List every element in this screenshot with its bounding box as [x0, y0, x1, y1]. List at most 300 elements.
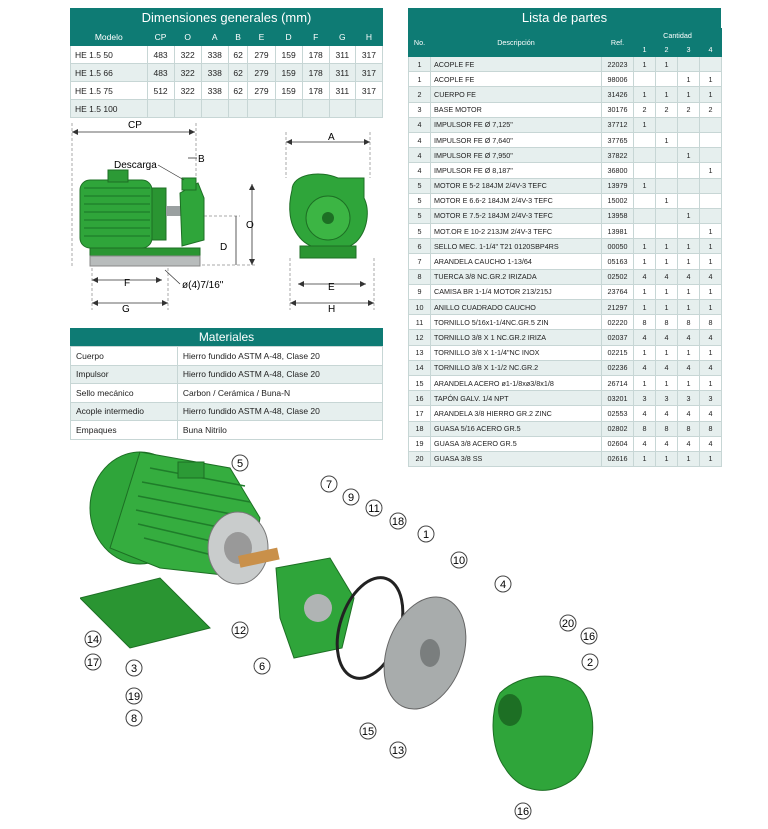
- dim-header-cell: G: [329, 29, 355, 46]
- qty-2: [656, 208, 678, 223]
- qty-4: [700, 148, 722, 163]
- qty-3: [678, 163, 700, 178]
- dim-header-cell: O: [174, 29, 201, 46]
- qty-1: 1: [634, 57, 656, 72]
- table-row: [409, 72, 722, 87]
- col-desc-header: Descripción: [431, 29, 602, 57]
- qty-1: 1: [634, 87, 656, 102]
- dim-cell: 311: [329, 82, 355, 100]
- callout-17: 17: [86, 657, 100, 669]
- qty-4: 8: [700, 315, 722, 330]
- qty-3: 4: [678, 406, 700, 421]
- dim-cell: 317: [355, 46, 382, 64]
- table-row: [409, 406, 722, 421]
- dim-cell: 178: [302, 82, 329, 100]
- part-ref: 22023: [602, 57, 634, 72]
- part-ref: 98006: [602, 72, 634, 87]
- qty-col-header: 2: [656, 43, 678, 57]
- qty-1: 1: [634, 375, 656, 390]
- dim-header-cell: A: [201, 29, 228, 46]
- part-ref: 15002: [602, 193, 634, 208]
- qty-4: 4: [700, 436, 722, 451]
- dim-cell: 62: [228, 46, 248, 64]
- qty-4: 1: [700, 72, 722, 87]
- table-row: [71, 421, 383, 440]
- part-ref: 21297: [602, 300, 634, 315]
- qty-2: 3: [656, 391, 678, 406]
- table-row: [71, 365, 383, 384]
- part-ref: 02236: [602, 360, 634, 375]
- callout-4: 4: [499, 579, 507, 591]
- dim-cell: [248, 100, 275, 118]
- qty-1: [634, 193, 656, 208]
- qty-3: 1: [678, 254, 700, 269]
- table-row: [71, 347, 383, 366]
- material-part: Acople intermedio: [71, 402, 178, 421]
- qty-3: 1: [678, 72, 700, 87]
- qty-3: 1: [678, 284, 700, 299]
- qty-2: 1: [656, 284, 678, 299]
- table-row: [71, 402, 383, 421]
- dim-cell: 483: [147, 64, 174, 82]
- part-ref: 23764: [602, 284, 634, 299]
- qty-2: 4: [656, 269, 678, 284]
- part-ref: 05163: [602, 254, 634, 269]
- part-no: 16: [409, 391, 431, 406]
- part-no: 10: [409, 300, 431, 315]
- part-no: 4: [409, 117, 431, 132]
- qty-2: 1: [656, 300, 678, 315]
- qty-3: 1: [678, 87, 700, 102]
- qty-3: [678, 57, 700, 72]
- part-no: 19: [409, 436, 431, 451]
- table-row: [409, 148, 722, 163]
- qty-2: 1: [656, 254, 678, 269]
- qty-4: 3: [700, 391, 722, 406]
- qty-1: 1: [634, 300, 656, 315]
- parts-title: Lista de partes: [408, 8, 721, 28]
- table-row: [409, 117, 722, 132]
- dim-header-cell: H: [355, 29, 382, 46]
- callout-5: 5: [236, 458, 244, 470]
- callout-15: 15: [361, 726, 375, 738]
- qty-2: 1: [656, 375, 678, 390]
- part-ref: 13979: [602, 178, 634, 193]
- part-desc: GUASA 3/8 SS: [431, 451, 602, 466]
- qty-3: 8: [678, 315, 700, 330]
- qty-1: [634, 72, 656, 87]
- part-ref: 13958: [602, 208, 634, 223]
- qty-2: 4: [656, 436, 678, 451]
- part-desc: TUERCA 3/8 NC.GR.2 IRIZADA: [431, 269, 602, 284]
- part-desc: TAPÓN GALV. 1/4 NPT: [431, 391, 602, 406]
- part-ref: 26714: [602, 375, 634, 390]
- model-cell: HE 1.5 100: [71, 100, 148, 118]
- callout-13: 13: [391, 745, 405, 757]
- part-no: 8: [409, 269, 431, 284]
- dim-header-cell: D: [275, 29, 302, 46]
- qty-2: 1: [656, 87, 678, 102]
- callout-20: 20: [561, 618, 575, 630]
- qty-4: 1: [700, 239, 722, 254]
- qty-1: [634, 132, 656, 147]
- dim-cell: 311: [329, 64, 355, 82]
- qty-4: 1: [700, 87, 722, 102]
- part-no: 20: [409, 451, 431, 466]
- qty-col-header: 1: [634, 43, 656, 57]
- dim-header-cell: E: [248, 29, 275, 46]
- dim-cell: [228, 100, 248, 118]
- exploded-view-drawing: [80, 448, 620, 826]
- qty-3: [678, 178, 700, 193]
- dim-cell: 279: [248, 64, 275, 82]
- dim-cell: 338: [201, 46, 228, 64]
- dim-cell: [174, 100, 201, 118]
- qty-2: [656, 224, 678, 239]
- part-desc: TORNILLO 5/16x1-1/4NC.GR.5 ZIN: [431, 315, 602, 330]
- dim-cell: 279: [248, 46, 275, 64]
- qty-1: 8: [634, 315, 656, 330]
- callout-1: 1: [422, 529, 430, 541]
- table-row: [409, 315, 722, 330]
- part-desc: ACOPLE FE: [431, 72, 602, 87]
- dim-b-label: B: [198, 154, 205, 165]
- dim-cell: 279: [248, 82, 275, 100]
- callout-3: 3: [130, 663, 138, 675]
- material-part: Sello mecánico: [71, 384, 178, 403]
- qty-4: 1: [700, 284, 722, 299]
- table-row: [409, 375, 722, 390]
- part-desc: GUASA 3/8 ACERO GR.5: [431, 436, 602, 451]
- qty-1: [634, 163, 656, 178]
- dim-cell: 159: [275, 46, 302, 64]
- qty-3: 4: [678, 436, 700, 451]
- descarga-label: Descarga: [114, 160, 157, 171]
- qty-1: 1: [634, 117, 656, 132]
- dim-f-label: F: [124, 278, 131, 289]
- col-ref-header: Ref.: [602, 29, 634, 57]
- part-ref: 02802: [602, 421, 634, 436]
- table-row: [409, 57, 722, 72]
- part-no: 4: [409, 132, 431, 147]
- dim-d-label: D: [220, 242, 228, 253]
- part-desc: BASE MOTOR: [431, 102, 602, 117]
- qty-4: 4: [700, 330, 722, 345]
- callout-10: 10: [452, 555, 466, 567]
- qty-1: 1: [634, 451, 656, 466]
- part-no: 5: [409, 208, 431, 223]
- part-ref: 02616: [602, 451, 634, 466]
- table-row: [409, 163, 722, 178]
- part-desc: ARANDELA CAUCHO 1-13/64: [431, 254, 602, 269]
- part-ref: 37712: [602, 117, 634, 132]
- part-desc: CUERPO FE: [431, 87, 602, 102]
- dim-cell: [275, 100, 302, 118]
- part-ref: 02604: [602, 436, 634, 451]
- qty-1: 3: [634, 391, 656, 406]
- model-cell: HE 1.5 66: [71, 64, 148, 82]
- part-desc: MOT.OR E 10-2 213JM 2/4V-3 TEFC: [431, 224, 602, 239]
- table-row: [71, 100, 383, 118]
- qty-1: 2: [634, 102, 656, 117]
- table-row: [409, 193, 722, 208]
- callout-16: 16: [582, 631, 596, 643]
- table-row: [409, 345, 722, 360]
- qty-4: 1: [700, 163, 722, 178]
- table-row: [409, 132, 722, 147]
- dim-cell: 322: [174, 46, 201, 64]
- part-no: 1: [409, 57, 431, 72]
- qty-2: [656, 163, 678, 178]
- part-desc: TORNILLO 3/8 X 1 NC.GR.2 IRIZA: [431, 330, 602, 345]
- dimensions-table: [70, 8, 383, 118]
- table-row: [409, 208, 722, 223]
- materials-title: Materiales: [70, 328, 383, 346]
- qty-2: 8: [656, 421, 678, 436]
- qty-4: 4: [700, 406, 722, 421]
- table-row: [71, 46, 383, 64]
- qty-3: [678, 117, 700, 132]
- table-row: [71, 384, 383, 403]
- qty-3: 1: [678, 208, 700, 223]
- qty-2: 4: [656, 330, 678, 345]
- material-spec: Hierro fundido ASTM A-48, Clase 20: [177, 365, 382, 384]
- dimensions-title: Dimensiones generales (mm): [70, 8, 383, 28]
- table-row: [409, 239, 722, 254]
- dim-a-label: A: [328, 132, 335, 143]
- dim-cell: [329, 100, 355, 118]
- qty-4: 2: [700, 102, 722, 117]
- qty-2: 2: [656, 102, 678, 117]
- table-row: [409, 102, 722, 117]
- parts-table: [408, 8, 721, 467]
- dim-cell: 322: [174, 64, 201, 82]
- part-no: 13: [409, 345, 431, 360]
- part-desc: IMPULSOR FE Ø 8,187": [431, 163, 602, 178]
- dim-cell: 512: [147, 82, 174, 100]
- part-ref: 13981: [602, 224, 634, 239]
- dim-cell: [355, 100, 382, 118]
- qty-2: [656, 178, 678, 193]
- dim-g-label: G: [122, 304, 130, 315]
- qty-3: 1: [678, 148, 700, 163]
- material-part: Empaques: [71, 421, 178, 440]
- qty-1: [634, 148, 656, 163]
- dim-cell: 178: [302, 64, 329, 82]
- qty-col-header: 3: [678, 43, 700, 57]
- part-ref: 37822: [602, 148, 634, 163]
- dim-cell: [302, 100, 329, 118]
- qty-1: 4: [634, 406, 656, 421]
- qty-4: 1: [700, 300, 722, 315]
- table-row: [71, 64, 383, 82]
- dim-cell: 178: [302, 46, 329, 64]
- part-desc: IMPULSOR FE Ø 7,125": [431, 117, 602, 132]
- dim-o-label: O: [246, 220, 254, 231]
- qty-3: 1: [678, 300, 700, 315]
- qty-3: 4: [678, 360, 700, 375]
- table-row: [71, 82, 383, 100]
- part-no: 14: [409, 360, 431, 375]
- part-no: 12: [409, 330, 431, 345]
- table-row: [409, 391, 722, 406]
- part-ref: 00050: [602, 239, 634, 254]
- part-no: 18: [409, 421, 431, 436]
- part-desc: SELLO MEC. 1-1/4" T21 0120SBP4RS: [431, 239, 602, 254]
- dim-cell: [201, 100, 228, 118]
- qty-4: 4: [700, 269, 722, 284]
- qty-3: 4: [678, 330, 700, 345]
- callout-14: 14: [86, 634, 100, 646]
- qty-1: 4: [634, 436, 656, 451]
- qty-4: [700, 57, 722, 72]
- dim-cell: 62: [228, 64, 248, 82]
- table-row: [409, 421, 722, 436]
- callout-7: 7: [325, 479, 333, 491]
- part-desc: MOTOR E 7.5-2 184JM 2/4V-3 TEFC: [431, 208, 602, 223]
- qty-1: 1: [634, 178, 656, 193]
- dim-header-cell: CP: [147, 29, 174, 46]
- dim-header-cell: B: [228, 29, 248, 46]
- qty-1: 1: [634, 254, 656, 269]
- qty-3: 8: [678, 421, 700, 436]
- qty-3: [678, 224, 700, 239]
- callout-16-bottom: 16: [516, 806, 530, 818]
- part-ref: 36800: [602, 163, 634, 178]
- part-ref: 02553: [602, 406, 634, 421]
- part-ref: 02215: [602, 345, 634, 360]
- part-desc: MOTOR E 5-2 184JM 2/4V-3 TEFC: [431, 178, 602, 193]
- dim-cell: 483: [147, 46, 174, 64]
- part-no: 2: [409, 87, 431, 102]
- qty-4: [700, 208, 722, 223]
- qty-4: [700, 117, 722, 132]
- part-no: 5: [409, 193, 431, 208]
- part-no: 11: [409, 315, 431, 330]
- callout-9: 9: [347, 492, 355, 504]
- part-ref: 31426: [602, 87, 634, 102]
- bolt-label: ø(4)7/16": [182, 280, 224, 291]
- qty-4: 1: [700, 451, 722, 466]
- model-cell: HE 1.5 50: [71, 46, 148, 64]
- qty-2: 1: [656, 345, 678, 360]
- qty-4: [700, 132, 722, 147]
- table-row: [409, 254, 722, 269]
- qty-4: 1: [700, 224, 722, 239]
- qty-1: [634, 208, 656, 223]
- material-spec: Carbon / Cerámica / Buna-N: [177, 384, 382, 403]
- table-row: [409, 284, 722, 299]
- material-spec: Buna Nitrilo: [177, 421, 382, 440]
- table-row: [409, 330, 722, 345]
- dim-e-label: E: [328, 282, 335, 293]
- pump-elevation-drawing: [70, 118, 390, 323]
- dim-cell: [147, 100, 174, 118]
- part-desc: GUASA 5/16 ACERO GR.5: [431, 421, 602, 436]
- material-part: Cuerpo: [71, 347, 178, 366]
- part-desc: IMPULSOR FE Ø 7,640": [431, 132, 602, 147]
- part-no: 15: [409, 375, 431, 390]
- dim-cell: 338: [201, 64, 228, 82]
- qty-2: 1: [656, 193, 678, 208]
- part-ref: 02502: [602, 269, 634, 284]
- qty-2: 4: [656, 360, 678, 375]
- dim-cell: 311: [329, 46, 355, 64]
- part-desc: ARANDELA ACERO ø1-1/8xø3/8x1/8: [431, 375, 602, 390]
- part-no: 17: [409, 406, 431, 421]
- table-row: [409, 87, 722, 102]
- part-ref: 30176: [602, 102, 634, 117]
- qty-1: 1: [634, 284, 656, 299]
- part-desc: TORNILLO 3/8 X 1-1/2 NC.GR.2: [431, 360, 602, 375]
- qty-3: [678, 132, 700, 147]
- dim-cell: 322: [174, 82, 201, 100]
- qty-3: 1: [678, 239, 700, 254]
- part-no: 5: [409, 224, 431, 239]
- dim-h-label: H: [328, 304, 336, 315]
- dim-cell: 317: [355, 64, 382, 82]
- part-desc: ARANDELA 3/8 HIERRO GR.2 ZINC: [431, 406, 602, 421]
- material-spec: Hierro fundido ASTM A-48, Clase 20: [177, 402, 382, 421]
- callout-19: 19: [127, 691, 141, 703]
- qty-2: [656, 148, 678, 163]
- part-no: 4: [409, 163, 431, 178]
- table-row: [409, 224, 722, 239]
- qty-4: 1: [700, 254, 722, 269]
- qty-3: [678, 193, 700, 208]
- qty-4: 8: [700, 421, 722, 436]
- qty-4: [700, 178, 722, 193]
- part-desc: IMPULSOR FE Ø 7,950": [431, 148, 602, 163]
- qty-4: 1: [700, 345, 722, 360]
- qty-1: 1: [634, 239, 656, 254]
- qty-2: 1: [656, 451, 678, 466]
- part-no: 4: [409, 148, 431, 163]
- qty-3: 2: [678, 102, 700, 117]
- qty-3: 4: [678, 269, 700, 284]
- col-qty-header: Cantidad: [634, 29, 722, 43]
- dim-header-cell: F: [302, 29, 329, 46]
- part-no: 1: [409, 72, 431, 87]
- qty-1: 4: [634, 360, 656, 375]
- qty-2: 1: [656, 239, 678, 254]
- materials-table: [70, 328, 383, 440]
- qty-3: 1: [678, 451, 700, 466]
- qty-2: 1: [656, 57, 678, 72]
- callout-11: 11: [368, 503, 380, 515]
- dim-cp-label: CP: [128, 120, 142, 131]
- callout-18: 18: [391, 516, 405, 528]
- dim-cell: 62: [228, 82, 248, 100]
- table-row: [409, 360, 722, 375]
- part-ref: 03201: [602, 391, 634, 406]
- dim-cell: 317: [355, 82, 382, 100]
- qty-1: 4: [634, 269, 656, 284]
- qty-2: [656, 72, 678, 87]
- qty-4: 4: [700, 360, 722, 375]
- part-ref: 37765: [602, 132, 634, 147]
- qty-2: 1: [656, 132, 678, 147]
- part-no: 5: [409, 178, 431, 193]
- part-desc: TORNILLO 3/8 X 1-1/4"NC INOX: [431, 345, 602, 360]
- table-row: [409, 269, 722, 284]
- part-ref: 02220: [602, 315, 634, 330]
- qty-1: 1: [634, 345, 656, 360]
- callout-8: 8: [130, 713, 138, 725]
- dim-cell: 338: [201, 82, 228, 100]
- qty-3: 1: [678, 375, 700, 390]
- table-row: [409, 178, 722, 193]
